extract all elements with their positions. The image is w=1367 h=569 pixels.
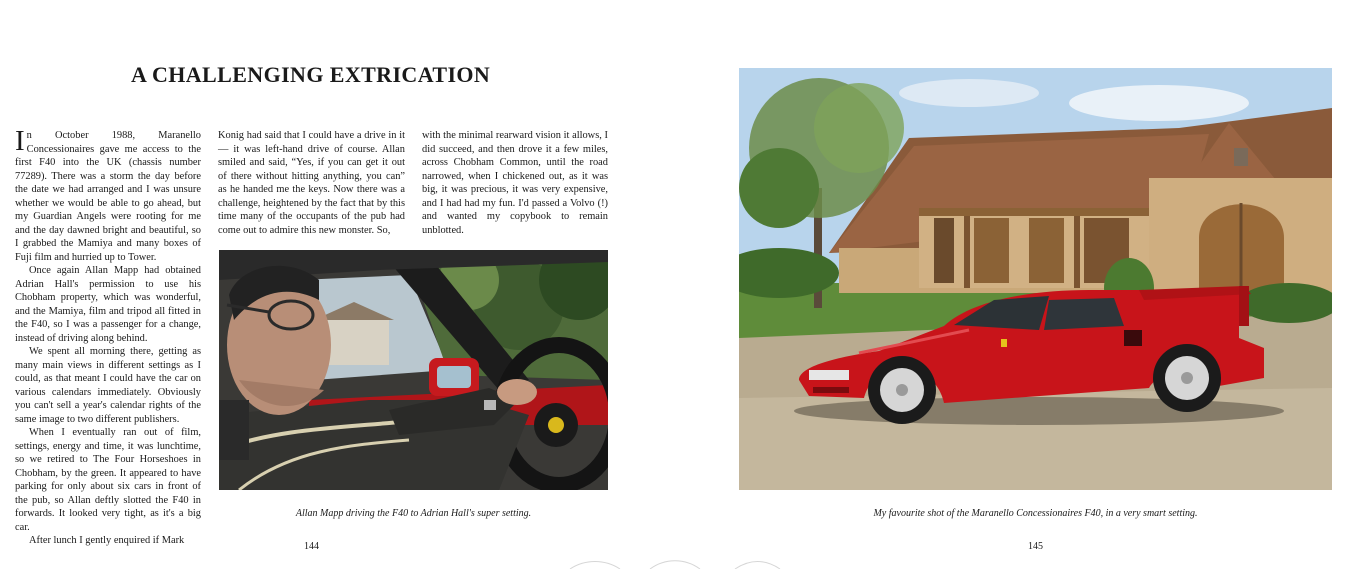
paragraph: In October 1988, Maranello Concessionaires gave me access to the first F40 into the UK (chassis number 77289). There was a storm the day before the date we had arranged and I was unsure whether we would be able to go ahead, but my Guardian Angels were rooting for me and the day dawned bright and beautiful, so I grabbed the Mamiya and many boxes of Fuji film and hurried up to Tower. [15,125,201,263]
chapter-heading: A CHALLENGING EXTRICATION [131,62,491,87]
paragraph: When I eventually ran out of film, settings, energy and time, it was lunchtime, so we retired to The Four Horseshoes in Chobham, by the green. It appeared to have parking for only about six cars in front of the pub, so Allan deftly slotted the F40 in forwards. It looked very tight, as it's a big car. [15,427,201,533]
page-number: 145 [1028,541,1043,552]
text-column-1 [15,125,201,548]
paragraph: Once again Allan Mapp had obtained Adrian Hall's permission to use his Chobham property, which was wonderful, and the Mamiya, film and tripod all fitted in the F40, so I was a passenger for a change, instead of driving along behind. [15,265,201,344]
text-column-3 [422,129,608,237]
page-number: 144 [304,541,319,552]
ferrari-f40-photo [739,68,1332,490]
paragraph: with the minimal rearward vision it allows, I did succeed, and then drove it a few miles, across Chobham Common, until the road narrowed, when I chickened out, as it was big, it was precious, it was very expensive, and I had had my fun. I'd passed a Volvo (!) and wanted my copybook to remain unblotted. [422,130,608,236]
paragraph: We spent all morning there, getting as many main views in different settings as I could, as that meant I could have the car on various calendars immediately. Obviously you can't sell a year's calendar rights of the same image to two different publishers. [15,346,201,425]
right-page [683,0,1367,569]
paragraph: Konig had said that I could have a drive in it — it was left-hand drive of course. Allan smiled and said, “Yes, if you can get it out of there without hitting anything, you can” as he handed me the keys. Now there was a challenge, heightened by the fact that by this time many of the occupants of the pub had come out to admire this new monster. So, [218,130,405,236]
paragraph: After lunch I gently enquired if Mark [29,535,185,546]
photo-caption: Allan Mapp driving the F40 to Adrian Hall's super setting. [295,508,532,519]
text-column-2 [218,129,405,237]
photo-caption: My favourite shot of the Maranello Concessionaires F40, in a very smart setting. [873,508,1198,519]
driver-photo [219,250,608,490]
left-page [0,0,683,569]
drop-cap: I [15,125,25,157]
page-curl-decoration [560,556,800,569]
